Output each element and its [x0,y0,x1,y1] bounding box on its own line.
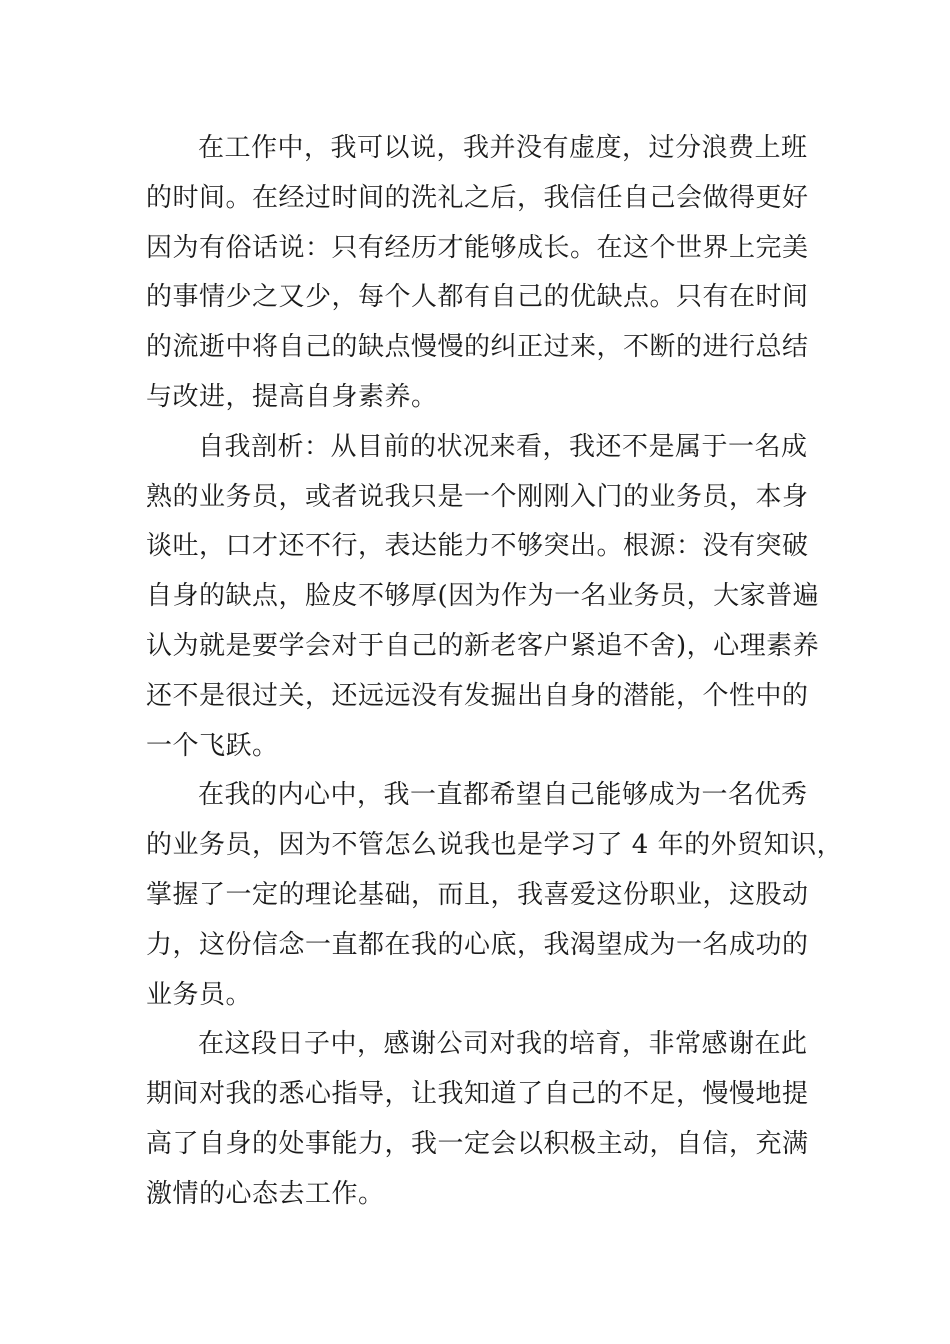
text-line: 的事情少之又少，每个人都有自己的优缺点。只有在时间 [146,282,809,313]
text-line: 认为就是要学会对于自己的新老客户紧追不舍)，心理素养 [146,630,820,661]
text-line: 业务员。 [146,979,253,1010]
text-line: 因为有俗话说：只有经历才能够成长。在这个世界上完美 [146,232,809,263]
text-line: 激情的心态去工作。 [146,1178,385,1209]
document-body [146,124,844,1220]
text-line: 熟的业务员，或者说我只是一个刚刚入门的业务员，本身 [146,481,809,512]
text-line: 的流逝中将自己的缺点慢慢的纠正过来，不断的进行总结 [146,332,809,363]
text-line: 掌握了一定的理论基础，而且，我喜爱这份职业，这股动 [146,879,809,910]
text-line: 自我剖析：从目前的状况来看，我还不是属于一名成 [198,431,808,462]
text-line: 在我的内心中，我一直都希望自己能够成为一名优秀 [198,780,808,811]
text-line: 期间对我的悉心指导，让我知道了自己的不足，慢慢地提 [146,1079,809,1110]
text-line: 在这段日子中，感谢公司对我的培育，非常感谢在此 [198,1029,808,1060]
paragraph-4 [146,1020,810,1219]
text-line: 自身的缺点，脸皮不够厚(因为作为一名业务员，大家普遍 [146,581,820,612]
text-line: 在工作中，我可以说，我并没有虚度，过分浪费上班 [198,133,808,163]
text-line: 高了自身的处事能力，我一定会以积极主动，自信，充满 [146,1128,809,1159]
text-line: 的时间。在经过时间的洗礼之后，我信任自己会做得更好 [146,182,809,213]
text-line: 谈吐，口才还不行，表达能力不够突出。根源：没有突破 [146,531,809,562]
paragraph-2 [146,423,820,772]
text-line: 力，这份信念一直都在我的心底，我渴望成为一名成功的 [146,929,809,960]
text-line: 的业务员，因为不管怎么说我也是学习了 4 年的外贸知识， [146,830,844,861]
text-line: 与改进，提高自身素养。 [146,381,438,412]
paragraph-3 [146,771,844,1020]
text-line: 一个飞跃。 [146,730,279,761]
text-line: 还不是很过关，还远远没有发掘出自身的潜能，个性中的 [146,680,809,711]
paragraph-1 [146,124,810,423]
